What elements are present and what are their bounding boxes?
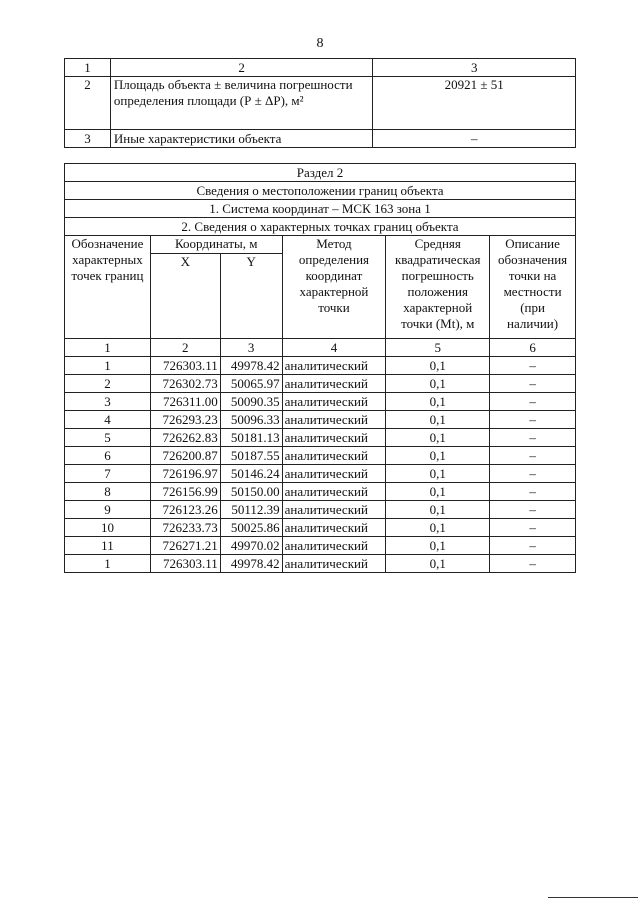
coord-y: 50065.97: [220, 375, 282, 393]
mt-error: 0,1: [386, 393, 490, 411]
point-id: 9: [65, 501, 151, 519]
col-header-error: Средняя квадратическая погрешность положения характерной точки (Mt), м: [386, 236, 490, 339]
table-row: [65, 483, 576, 501]
point-id: 3: [65, 393, 151, 411]
point-id: 11: [65, 537, 151, 555]
coord-x: 726303.11: [150, 357, 220, 375]
coord-y: 49970.02: [220, 537, 282, 555]
mt-error: 0,1: [386, 519, 490, 537]
page-number: 8: [316, 36, 324, 51]
table-row: [65, 375, 576, 393]
boundary-points-table: [64, 163, 576, 573]
mt-error: 0,1: [386, 483, 490, 501]
table-row: [65, 429, 576, 447]
table1-header-cell: 3: [373, 59, 576, 77]
table-row: [65, 465, 576, 483]
column-number: 2: [150, 339, 220, 357]
point-id: 6: [65, 447, 151, 465]
coord-y: 50150.00: [220, 483, 282, 501]
method: аналитический: [282, 537, 386, 555]
point-id: 2: [65, 375, 151, 393]
table-row: [65, 501, 576, 519]
coord-x: 726302.73: [150, 375, 220, 393]
points-title-row: [65, 218, 576, 236]
mt-error: 0,1: [386, 357, 490, 375]
mt-error: 0,1: [386, 465, 490, 483]
mt-error: 0,1: [386, 447, 490, 465]
point-description: –: [490, 447, 576, 465]
coordinate-system: 1. Система координат – МСК 163 зона 1: [65, 200, 576, 218]
point-id: 10: [65, 519, 151, 537]
method: аналитический: [282, 519, 386, 537]
point-id: 1: [65, 357, 151, 375]
column-number: 1: [65, 339, 151, 357]
column-header-row: [65, 236, 576, 254]
coordinate-system-row: [65, 200, 576, 218]
method: аналитический: [282, 501, 386, 519]
coord-x: 726156.99: [150, 483, 220, 501]
col-header-x: X: [150, 254, 220, 339]
point-id: 1: [65, 555, 151, 573]
mt-error: 0,1: [386, 375, 490, 393]
col-header-coords: Координаты, м: [150, 236, 282, 254]
coord-y: 50090.35: [220, 393, 282, 411]
mt-error: 0,1: [386, 411, 490, 429]
column-number-row: [65, 339, 576, 357]
coord-y: 50187.55: [220, 447, 282, 465]
point-id: 5: [65, 429, 151, 447]
mt-error: 0,1: [386, 429, 490, 447]
row-number: 3: [65, 130, 111, 148]
row-label: Площадь объекта ± величина погрешности определения площади (Р ± ΔР), м²: [110, 77, 373, 130]
section-title: Раздел 2: [65, 164, 576, 182]
coord-x: 726262.83: [150, 429, 220, 447]
coord-y: 50025.86: [220, 519, 282, 537]
point-description: –: [490, 465, 576, 483]
coord-y: 50096.33: [220, 411, 282, 429]
point-description: –: [490, 429, 576, 447]
row-label: Иные характеристики объекта: [110, 130, 373, 148]
table-row: [65, 519, 576, 537]
bottom-rule: [548, 897, 638, 898]
point-description: –: [490, 483, 576, 501]
column-number: 3: [220, 339, 282, 357]
point-id: 7: [65, 465, 151, 483]
col-header-description: Описание обозначения точки на местности (при наличии): [490, 236, 576, 339]
point-description: –: [490, 375, 576, 393]
coord-x: 726311.00: [150, 393, 220, 411]
points-body: [65, 357, 576, 573]
mt-error: 0,1: [386, 537, 490, 555]
coord-y: 49978.42: [220, 357, 282, 375]
method: аналитический: [282, 429, 386, 447]
coord-y: 50146.24: [220, 465, 282, 483]
table1-header-cell: 1: [65, 59, 111, 77]
row-value: –: [373, 130, 576, 148]
coord-x: 726303.11: [150, 555, 220, 573]
coord-x: 726293.23: [150, 411, 220, 429]
point-description: –: [490, 537, 576, 555]
row-number: 2: [65, 77, 111, 130]
method: аналитический: [282, 357, 386, 375]
method: аналитический: [282, 447, 386, 465]
mt-error: 0,1: [386, 555, 490, 573]
table-row: [65, 555, 576, 573]
table1-row-area: [65, 77, 576, 130]
object-characteristics-table: [64, 58, 576, 148]
section-subtitle-row: [65, 182, 576, 200]
method: аналитический: [282, 411, 386, 429]
col-header-method: Метод определения координат характерной точки: [282, 236, 386, 339]
coord-y: 50181.13: [220, 429, 282, 447]
point-id: 4: [65, 411, 151, 429]
coord-y: 49978.42: [220, 555, 282, 573]
table-row: [65, 411, 576, 429]
section-title-row: [65, 164, 576, 182]
coord-x: 726271.21: [150, 537, 220, 555]
column-number: 4: [282, 339, 386, 357]
table1-header-row: [65, 59, 576, 77]
coord-x: 726200.87: [150, 447, 220, 465]
mt-error: 0,1: [386, 501, 490, 519]
col-header-y: Y: [220, 254, 282, 339]
table1-header-cell: 2: [110, 59, 373, 77]
column-number: 5: [386, 339, 490, 357]
method: аналитический: [282, 393, 386, 411]
table-row: [65, 393, 576, 411]
point-description: –: [490, 519, 576, 537]
table-row: [65, 537, 576, 555]
points-title: 2. Сведения о характерных точках границ объекта: [65, 218, 576, 236]
point-description: –: [490, 555, 576, 573]
point-description: –: [490, 501, 576, 519]
column-number: 6: [490, 339, 576, 357]
col-header-point: Обозначение характерных точек границ: [65, 236, 151, 339]
method: аналитический: [282, 555, 386, 573]
coord-x: 726123.26: [150, 501, 220, 519]
coord-x: 726196.97: [150, 465, 220, 483]
coord-y: 50112.39: [220, 501, 282, 519]
section-subtitle: Сведения о местоположении границ объекта: [65, 182, 576, 200]
table-row: [65, 357, 576, 375]
row-value: 20921 ± 51: [373, 77, 576, 130]
point-description: –: [490, 393, 576, 411]
point-description: –: [490, 411, 576, 429]
table1-row-other: [65, 130, 576, 148]
point-id: 8: [65, 483, 151, 501]
point-description: –: [490, 357, 576, 375]
method: аналитический: [282, 483, 386, 501]
table-row: [65, 447, 576, 465]
method: аналитический: [282, 375, 386, 393]
coord-x: 726233.73: [150, 519, 220, 537]
method: аналитический: [282, 465, 386, 483]
